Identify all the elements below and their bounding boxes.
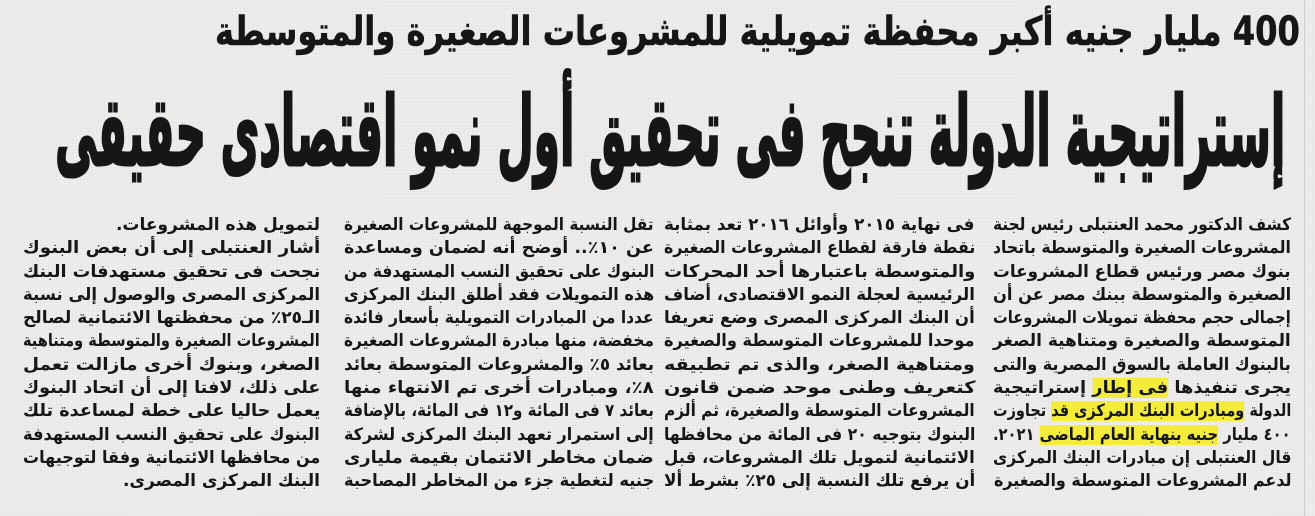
line-text: البنك المركزى المصرى. [122,471,320,492]
text-line [993,284,1291,307]
line-text: الرئيسية لعجلة النمو الاقتصادى، أضاف [664,284,975,305]
text-line [23,330,320,353]
text-line [23,354,320,377]
line-text: يعمل حاليا على خطة لمساعدة تلك [22,401,320,422]
line-text: المشروعات الصغيرة والمتوسطة باتحاد [993,238,1291,259]
text-line [23,377,320,400]
line-text: ضمان مخاطر الائتمان بقيمة مليارى [344,447,654,468]
text-line [993,470,1291,493]
text-line [664,447,975,470]
line-text: إجمالى حجم محفظة تمويلات المشروعات [993,308,1291,329]
text-line [993,261,1291,284]
text-line [23,447,320,470]
line-text: هذه التمويلات فقد أطلق البنك المركزى [343,284,654,305]
text-line [664,307,975,330]
line-text: إلى استمرار تعهد البنك المركزى لشركة [344,424,654,445]
text-line [993,330,1291,353]
line-text: لتمويل هذه المشروعات. [115,215,320,235]
text-line [23,284,320,307]
headline-text: إستراتيجية الدولة تنجح فى تحقيق أول نمو اقتصادى حقيقى [54,76,1285,188]
line-text: أن يرفع تلك النسبة إلى ٢٥٪ بشرط ألا [663,471,975,492]
line-text: أشار العنتبلى إلى أن بعض البنوك [22,238,320,259]
line-text: الـ٢٥٪ من محفظتها الائتمانية لصالح [22,308,320,329]
kicker-headline [215,9,1300,55]
text-line [344,354,654,377]
line-text: الائتمانية لتمويل تلك المشروعات، قبل [664,447,975,468]
text-line [344,330,654,353]
line-text: نقطة فارقة لقطاع المشروعات الصغيرة [663,238,975,259]
text-line [23,237,320,260]
text-line [993,400,1291,423]
line-text: قال العنتبلى إن مبادرات البنك المركزى [992,447,1291,468]
main-headline [54,76,1285,188]
text-line [344,261,654,284]
clipping-edge-rule [1304,0,1305,516]
line-text-before: الدولة [1249,401,1291,422]
text-line [344,400,654,423]
line-text: المركزى المصرى والوصول إلى نسبة [22,284,320,305]
highlighted-text: فى إطار [1092,378,1169,399]
article-column-1 [993,214,1291,494]
line-text: البنوك على تحقيق النسب المستهدفة من [343,261,654,282]
line-text: البنوك بتوجيه ٢٠ فى المائة من محافظها [663,424,975,445]
line-text: بالبنوك العاملة بالسوق المصرية والتى [993,354,1291,375]
text-line [344,424,654,447]
line-text-before: ٤٠٠ مليار [1223,424,1291,445]
line-text [993,400,1291,423]
text-line [664,284,975,307]
text-line [344,447,654,470]
line-text: عن ١٠٪.. أوضح أنه لضمان ومساعدة [344,238,654,259]
line-text-after: ٢٠٢١. [993,424,1035,445]
text-line [344,284,654,307]
line-text: بنوك مصر ورئيس قطاع المشروعات [993,261,1291,282]
text-line [344,470,654,493]
text-line [993,447,1291,470]
line-text: البنوك على تحقيق النسب المستهدفة [23,424,320,445]
text-line [344,214,654,237]
text-line [664,424,975,447]
line-text: الصغر، وبنوك أخرى مازالت تعمل [22,354,320,375]
text-line [993,307,1291,330]
line-text: ٨٪، ومبادرات أخرى تم الانتهاء منها [344,378,654,399]
text-line [344,237,654,260]
highlighted-text: جنيه بنهاية العام الماضى [1040,424,1219,445]
line-text: المشروعات الصغيرة والمتوسطة ومتناهية [23,331,320,352]
line-text: تقل النسبة الموجهة للمشروعات الصغيرة [344,215,654,235]
text-line [993,237,1291,260]
line-text [993,377,1291,400]
line-text-before: يجرى تنفيذها [1174,378,1291,399]
text-line [664,261,975,284]
line-text: بعائد ٧ فى المائة و١٢ فى المائة، بالإضافة [344,401,654,422]
line-text: من محافظها الائتمانية وفقا لتوجيهات [22,447,320,468]
text-line [23,470,320,493]
text-line [23,400,320,423]
text-line [664,237,975,260]
line-text-after: إستراتيجية [992,378,1087,399]
text-line [993,377,1291,400]
text-line [344,307,654,330]
text-line [664,330,975,353]
line-text: أن البنك المركزى المصرى وضع تعريفا [664,308,975,329]
line-text: مخفضة، منها مبادرة المشروعات الصغيرة [344,331,654,352]
line-text: بعائد ٥٪ والمشروعات المتوسطة بعائد [343,354,654,375]
text-line [23,424,320,447]
article-column-2 [664,214,975,494]
line-text: والمتوسطة باعتبارها أحد المحركات [663,261,975,282]
text-line [664,400,975,423]
highlighted-text: ومبادرات البنك المركزى قد [1050,401,1244,422]
article-column-4 [23,214,320,494]
line-text: كتعريف وطنى موحد ضمن قانون [663,378,975,399]
line-text: جنيه لتغطية جزء من المخاطر المصاحبة [343,471,654,492]
article-column-3 [344,214,654,494]
text-line [23,307,320,330]
text-line [23,261,320,284]
text-line [664,470,975,493]
line-text: فى نهاية ٢٠١٥ وأوائل ٢٠١٦ تعد بمثابة [664,215,975,235]
line-text: موحدا للمشروعات المتوسطة والصغيرة [664,331,975,352]
line-text [993,424,1291,447]
text-line [993,424,1291,447]
line-text: المشروعات المتوسطة والصغيرة، ثم ألزم [664,401,975,422]
text-line [23,214,320,237]
line-text-after: تجاوزت [992,401,1046,422]
text-line [664,354,975,377]
line-text: عددا من المبادرات التمويلية بأسعار فائدة [344,308,654,329]
line-text: نجحت فى تحقيق مستهدفات البنك [22,261,320,282]
line-text: ومتناهية الصغر، والذى تم تطبيقه [664,354,975,375]
text-line [993,354,1291,377]
line-text: المتوسطة والصغيرة ومتناهية الصغر [993,331,1291,352]
line-text: على ذلك، لافتا إلى أن اتحاد البنوك [22,378,320,399]
line-text: الصغيرة والمتوسطة ببنك مصر عن أن [992,284,1291,305]
text-line [664,214,975,237]
line-text: كشف الدكتور محمد العنتبلى رئيس لجنة [992,215,1291,235]
text-line [664,377,975,400]
line-text: لدعم المشروعات المتوسطة والصغيرة [993,471,1291,492]
text-line [993,214,1291,237]
kicker-text: 400 مليار جنيه أكبر محفظة تمويلية للمشروعات الصغيرة والمتوسطة [215,9,1300,55]
text-line [344,377,654,400]
